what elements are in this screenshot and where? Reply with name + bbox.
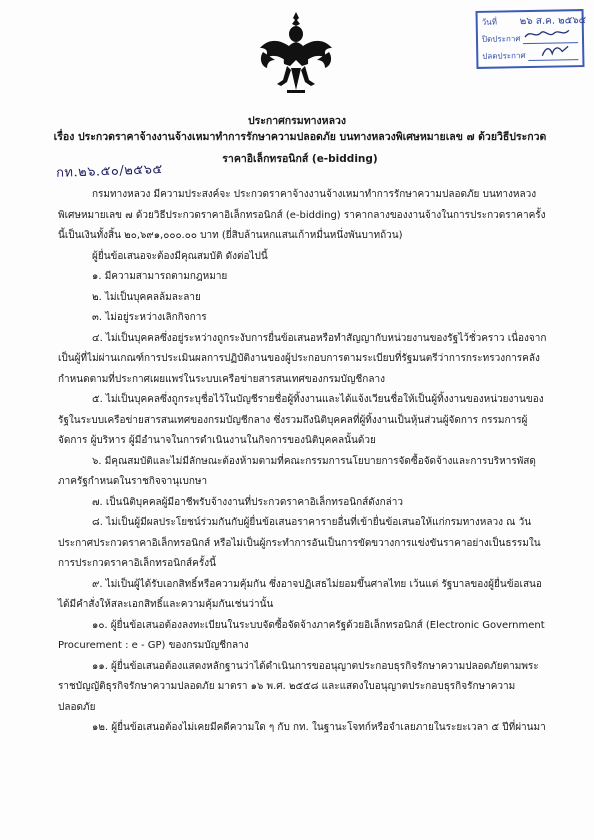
stamp-date-label: วันที่ <box>481 17 498 27</box>
stamp-removed-signature <box>528 49 578 61</box>
intro-paragraph: กรมทางหลวง มีความประสงค์จะ ประกวดราคาจ้างงานจ้างเหมาทำการรักษาความปลอดภัย บนทางหลวงพิเศษหมายเลข ๗ ด้วยวิธีประกวดราคาอิเล็กทรอนิกส์ (e-bidding) ราคากลางของงานจ้างในการประกวดราคาครั้งนี้เป็นเงินทั้งสิ้น ๒๐,๖๙๑,๐๐๐.๐๐ บาท (ยี่สิบล้านหกแสนเก้าหมื่นหนึ่งพันบาทถ้วน) <box>58 189 546 241</box>
garuda-emblem-icon <box>257 8 335 98</box>
qualification-item-9: ๙. ไม่เป็นผู้ได้รับเอกสิทธิ์หรือความคุ้มกัน ซึ่งอาจปฏิเสธไม่ยอมขึ้นศาลไทย เว้นแต่ รัฐบาลของผู้ยื่นข้อเสนอได้มีคำสั่งให้สละเอกสิทธิ์และความคุ้มกันเช่นว่านั้น <box>58 578 542 610</box>
stamp-removed-row <box>482 46 578 65</box>
announcement-subject-line-2: ราคาอิเล็กทรอนิกส์ (e-bidding) <box>222 153 378 165</box>
stamp-date-value: ๒๖ ส.ค. ๒๕๖๕ <box>519 15 587 28</box>
qualification-item-5: ๕. ไม่เป็นบุคคลซึ่งถูกระบุชื่อไว้ในบัญชีรายชื่อผู้ทิ้งงานและได้แจ้งเวียนชื่อให้เป็นผู้ทิ้งงานของหน่วยงานของรัฐในระบบเครือข่ายสารสนเทศของกรมบัญชีกลาง ซึ่งรวมถึงนิติบุคคลที่ผู้ทิ้งงานเป็นหุ้นส่วนผู้จัดการ กรรมการผู้จัดการ ผู้บริหาร ผู้มีอำนาจในการดำเนินงานในกิจการของนิติบุคคลนั้นด้วย <box>58 394 544 446</box>
qualification-item-10: ๑๐. ผู้ยื่นข้อเสนอต้องลงทะเบียนในระบบจัดซื้อจัดจ้างภาครัฐด้วยอิเล็กทรอนิกส์ (Electronic Government Procurement : e - GP) ของกรมบัญชีกลาง <box>58 619 545 651</box>
handwritten-reference-number: กท.๒๖.๕๐/๒๕๖๕ <box>55 162 163 181</box>
announcement-body <box>58 185 548 739</box>
qualification-item-1: ๑. มีความสามารถตามกฎหมาย <box>92 271 228 282</box>
qualification-item-12: ๑๒. ผู้ยื่นข้อเสนอต้องไม่เคยมีคดีความใด ๆ กับ กท. ในฐานะโจทก์หรือจำเลยภายในระยะเวลา ๕ ปีที่ผ่านมา <box>92 722 546 733</box>
qualification-item-6: ๖. มีคุณสมบัติและไม่มีลักษณะต้องห้ามตามที่คณะกรรมการนโยบายการจัดซื้อจัดจ้างและการบริหารพัสดุภาครัฐกำหนดในราชกิจจานุเบกษา <box>58 455 536 487</box>
qualification-item-7: ๗. เป็นนิติบุคคลผู้มีอาชีพรับจ้างงานที่ประกวดราคาอิเล็กทรอนิกส์ดังกล่าว <box>92 496 404 508</box>
announcement-subject-line-1: เรื่อง ประกวดราคาจ้างงานจ้างเหมาทำการรักษาความปลอดภัย บนทางหลวงพิเศษหมายเลข ๗ ด้วยวิธีประกวด <box>53 131 547 143</box>
stamp-posted-label: ปิดประกาศ <box>481 34 521 44</box>
qualification-item-3: ๓. ไม่อยู่ระหว่างเลิกกิจการ <box>92 312 207 323</box>
qualification-item-11: ๑๑. ผู้ยื่นข้อเสนอต้องแสดงหลักฐานว่าได้ดำเนินการขออนุญาตประกอบธุรกิจรักษาความปลอดภัยตามพระราชบัญญัติธุรกิจรักษาความปลอดภัย มาตรา ๑๖ พ.ศ. ๒๕๕๘ และแสดงใบอนุญาตประกอบธุรกิจรักษาความปลอดภัย <box>58 660 539 713</box>
receipt-stamp <box>476 9 585 69</box>
qualification-item-8: ๘. ไม่เป็นผู้มีผลประโยชน์ร่วมกันกับผู้ยื่นข้อเสนอราคารายอื่นที่เข้ายื่นข้อเสนอให้แก่กรมทางหลวง ณ วันประกาศประกวดราคาอิเล็กทรอนิกส์ หรือไม่เป็นผู้กระทำการอันเป็นการขัดขวางการแข่งขันราคาอย่างเป็นธรรมในการประกวดราคาอิเล็กทรอนิกส์ครั้งนี้ <box>58 517 541 569</box>
qualifications-lead: ผู้ยื่นข้อเสนอจะต้องมีคุณสมบัติ ดังต่อไปนี้ <box>92 250 268 262</box>
stamp-removed-label: ปลดประกาศ <box>482 51 526 61</box>
qualification-item-4: ๔. ไม่เป็นบุคคลซึ่งอยู่ระหว่างถูกระงับการยื่นข้อเสนอหรือทำสัญญากับหน่วยงานของรัฐไว้ชั่วคราว เนื่องจากเป็นผู้ที่ไม่ผ่านเกณฑ์การประเมินผลการปฏิบัติงานของผู้ประกอบการตามระเบียบที่รัฐมนตรีว่าการกระทรวงการคลังกำหนดตามที่ประกาศเผยแพร่ในระบบเครือข่ายสารสนเทศของกรมบัญชีกลาง <box>58 332 547 385</box>
announcement-agency: ประกาศกรมทางหลวง <box>247 115 347 127</box>
qualification-item-2: ๒. ไม่เป็นบุคคลล้มละลาย <box>92 291 201 303</box>
